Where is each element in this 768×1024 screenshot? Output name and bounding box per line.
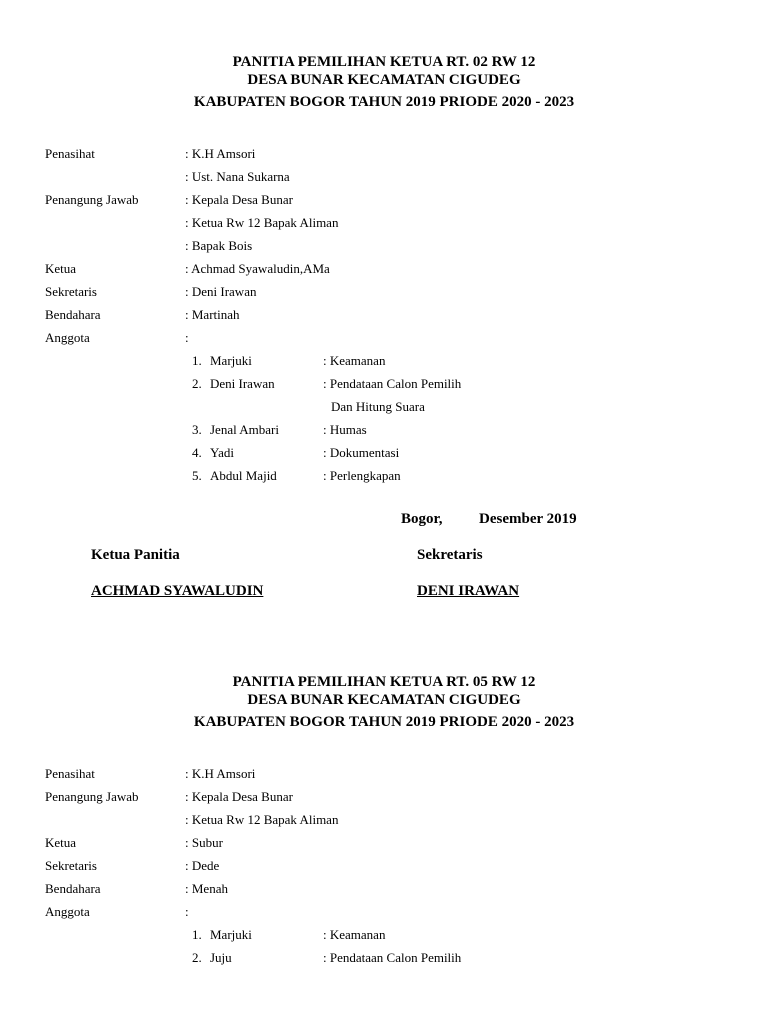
label-penanggung-jawab: Penangung Jawab <box>45 192 139 207</box>
member-row <box>0 373 768 395</box>
member-role: : Keamanan <box>323 353 386 368</box>
member-name: Juju <box>210 950 232 965</box>
value-anggota-colon: : <box>185 330 189 345</box>
signature-title-ketua: Ketua Panitia <box>91 547 180 563</box>
date-label: Desember 2019 <box>479 511 577 527</box>
row-pj-3 <box>0 235 768 257</box>
member-row <box>0 924 768 946</box>
member-row <box>0 350 768 372</box>
value-bendahara: : Menah <box>185 881 228 896</box>
member-role: : Pendataan Calon Pemilih <box>323 950 462 965</box>
member-role: : Keamanan <box>323 927 386 942</box>
member-name: Marjuki <box>210 927 252 942</box>
member-role: : Humas <box>323 422 367 437</box>
row-penasihat <box>0 143 768 165</box>
label-sekretaris: Sekretaris <box>45 284 97 299</box>
label-penanggung-jawab: Penangung Jawab <box>45 789 139 804</box>
label-anggota: Anggota <box>45 904 90 919</box>
member-number: 1. <box>192 927 202 942</box>
label-penasihat: Penasihat <box>45 146 95 161</box>
signature-title-sekretaris: Sekretaris <box>417 547 483 563</box>
member-number: 2. <box>192 950 202 965</box>
label-anggota: Anggota <box>45 330 90 345</box>
row-ketua <box>0 832 768 854</box>
place-label: Bogor, <box>401 511 443 527</box>
member-role-continuation <box>0 396 768 418</box>
label-bendahara: Bendahara <box>45 307 101 322</box>
member-role: : Perlengkapan <box>323 468 401 483</box>
row-anggota <box>0 327 768 349</box>
member-name: Jenal Ambari <box>210 422 279 437</box>
value-pj-1: : Kepala Desa Bunar <box>185 192 293 207</box>
signature-name-sekretaris: DENI IRAWAN <box>417 583 520 599</box>
row-penanggung-jawab <box>0 189 768 211</box>
value-sekretaris: : Dede <box>185 858 220 873</box>
value-penasihat-1: : K.H Amsori <box>185 766 256 781</box>
doc-title-line2: DESA BUNAR KECAMATAN CIGUDEG <box>247 72 521 88</box>
member-name: Abdul Majid <box>210 468 277 483</box>
label-ketua: Ketua <box>45 261 77 276</box>
row-sekretaris <box>0 855 768 877</box>
label-penasihat: Penasihat <box>45 766 95 781</box>
doc-title-line2: DESA BUNAR KECAMATAN CIGUDEG <box>247 692 521 708</box>
doc-title-line1: PANITIA PEMILIHAN KETUA RT. 05 RW 12 <box>232 674 536 690</box>
value-pj-3: : Bapak Bois <box>185 238 253 253</box>
member-name: Deni Irawan <box>210 376 275 391</box>
label-bendahara: Bendahara <box>45 881 101 896</box>
member-number: 3. <box>192 422 202 437</box>
member-role-cont: Dan Hitung Suara <box>331 399 425 414</box>
value-pj-1: : Kepala Desa Bunar <box>185 789 293 804</box>
member-row <box>0 442 768 464</box>
value-pj-2: : Ketua Rw 12 Bapak Aliman <box>185 215 339 230</box>
doc-title-line3: KABUPATEN BOGOR TAHUN 2019 PRIODE 2020 - 2023 <box>193 714 575 730</box>
member-number: 5. <box>192 468 202 483</box>
value-pj-2: : Ketua Rw 12 Bapak Aliman <box>185 812 339 827</box>
label-ketua: Ketua <box>45 835 77 850</box>
value-bendahara: : Martinah <box>185 307 240 322</box>
signature-name-ketua: ACHMAD SYAWALUDIN <box>91 583 264 599</box>
value-anggota-colon: : <box>185 904 189 919</box>
row-sekretaris <box>0 281 768 303</box>
row-penasihat-2 <box>0 166 768 188</box>
member-name: Yadi <box>210 445 234 460</box>
member-row <box>0 465 768 487</box>
row-bendahara <box>0 878 768 900</box>
member-row <box>0 419 768 441</box>
member-number: 4. <box>192 445 202 460</box>
member-role: : Pendataan Calon Pemilih <box>323 376 462 391</box>
value-penasihat-2: : Ust. Nana Sukarna <box>185 169 290 184</box>
member-number: 2. <box>192 376 202 391</box>
member-role: : Dokumentasi <box>323 445 400 460</box>
row-ketua <box>0 258 768 280</box>
member-name: Marjuki <box>210 353 252 368</box>
row-penanggung-jawab <box>0 786 768 808</box>
row-bendahara <box>0 304 768 326</box>
row-pj-2 <box>0 809 768 831</box>
doc-title-line1: PANITIA PEMILIHAN KETUA RT. 02 RW 12 <box>232 54 536 70</box>
value-ketua: : Subur <box>185 835 223 850</box>
member-number: 1. <box>192 353 202 368</box>
label-sekretaris: Sekretaris <box>45 858 97 873</box>
row-penasihat <box>0 763 768 785</box>
value-sekretaris: : Deni Irawan <box>185 284 257 299</box>
value-penasihat-1: : K.H Amsori <box>185 146 256 161</box>
row-pj-2 <box>0 212 768 234</box>
row-anggota <box>0 901 768 923</box>
member-row <box>0 947 768 969</box>
value-ketua: : Achmad Syawaludin,AMa <box>185 261 330 276</box>
doc-title-line3: KABUPATEN BOGOR TAHUN 2019 PRIODE 2020 - 2023 <box>193 94 575 110</box>
